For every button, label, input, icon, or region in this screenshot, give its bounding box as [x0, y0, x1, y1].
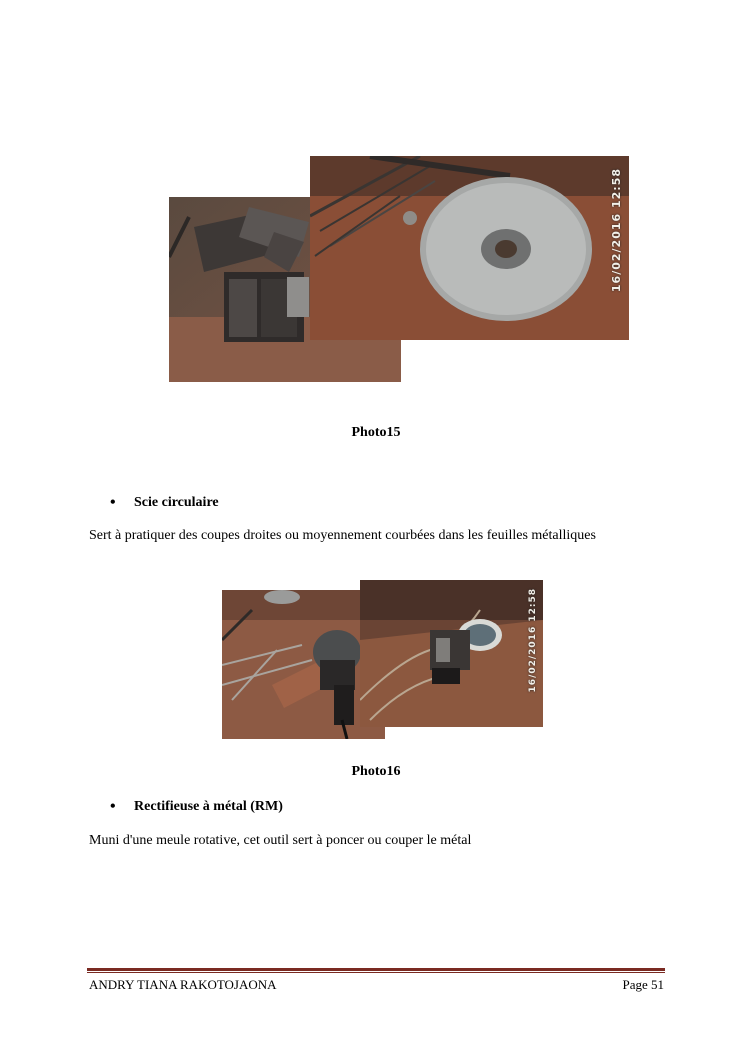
footer-author: ANDRY TIANA RAKOTOJAONA: [89, 977, 277, 992]
section-scie-description: Sert à pratiquer des coupes droites ou moyennement courbées dans les feuilles métalliques: [89, 528, 596, 543]
photo15-caption: Photo15: [351, 425, 401, 440]
section-scie-title: Scie circulaire: [134, 495, 219, 510]
photo15-date-stamp: 16/02/2016 12:58: [610, 168, 623, 293]
bullet-icon: •: [110, 798, 116, 815]
section-rectifieuse-heading: [110, 798, 283, 816]
section-rectifieuse-title: Rectifieuse à métal (RM): [134, 799, 283, 814]
photo16-right-image: [360, 580, 543, 727]
photo15-right-image: [310, 156, 629, 340]
photo16-date-stamp: 16/02/2016 12:58: [528, 588, 538, 693]
bullet-icon: •: [110, 494, 116, 511]
footer-rule-thin: [87, 972, 665, 973]
photo16-caption: Photo16: [351, 764, 401, 779]
section-scie-heading: [110, 494, 219, 512]
section-rectifieuse-description: Muni d'une meule rotative, cet outil sert à poncer ou couper le métal: [89, 833, 472, 848]
footer-page-number: Page 51: [622, 977, 664, 992]
footer-rule: [87, 968, 665, 971]
